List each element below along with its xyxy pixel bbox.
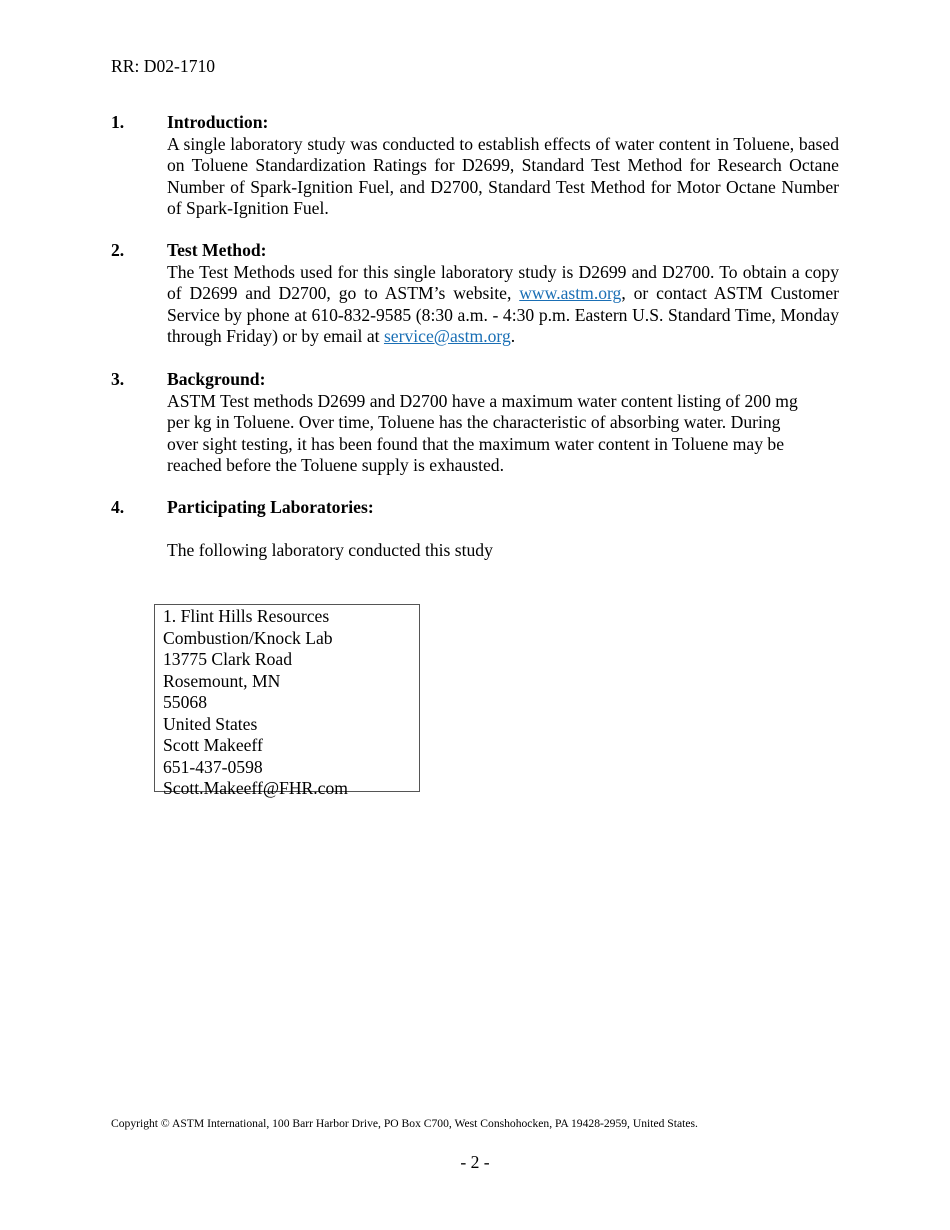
lab-city-state: Rosemount, MN: [163, 670, 281, 691]
lab-email: Scott.Makeeff@FHR.com: [163, 778, 348, 798]
section-number: 4.: [111, 497, 125, 517]
section-introduction: [111, 112, 839, 220]
section-number: 3.: [111, 369, 125, 389]
body-line: per kg in Toluene. Over time, Toluene has the characteristic of absorbing water. During: [167, 412, 781, 432]
body-text: , or contact ASTM Customer Service by phone at 610-832-9585 (8:30 a.m. - 4:30 p.m. Eastern U.S. Standard Time, Monday through Friday) or by email at: [167, 283, 839, 346]
lab-department: Combustion/Knock Lab: [163, 627, 333, 648]
section-number: 1.: [111, 112, 125, 132]
report-id: RR: D02-1710: [111, 56, 216, 76]
section-number: 2.: [111, 240, 125, 260]
lab-country: United States: [163, 713, 258, 734]
lab-zip: 55068: [163, 692, 207, 712]
section-title: Background:: [167, 369, 266, 389]
section-test-method: [111, 240, 839, 348]
laboratory-info-box: [154, 604, 420, 798]
section-participating-labs: [111, 497, 839, 561]
lab-name: 1. Flint Hills Resources: [163, 606, 330, 626]
astm-website-link[interactable]: www.astm.org: [519, 283, 622, 303]
section-title: Participating Laboratories:: [167, 497, 374, 517]
lab-street: 13775 Clark Road: [163, 649, 293, 669]
body-line: over sight testing, it has been found that the maximum water content in Toluene may be: [167, 433, 785, 454]
section-body: [167, 262, 839, 348]
lab-phone: 651-437-0598: [163, 756, 263, 777]
body-text: The Test Methods used for this single laboratory study is D2699 and D2700. To obtain a copy of D2699 and D2700, go to ASTM’s website,: [167, 261, 839, 303]
section-body: A single laboratory study was conducted to establish effects of water content in Toluene, based on Toluene Standardization Ratings for D2699, Standard Test Method for Research Octane Number of Spark-Ignition Fuel, and D2700, Standard Test Method for Motor Octane Number of Spark-Ignition Fuel.: [167, 133, 839, 218]
section-title: Test Method:: [167, 240, 267, 260]
page-number: - 2 -: [460, 1152, 490, 1172]
service-email-link[interactable]: service@astm.org: [383, 326, 511, 346]
body-line: reached before the Toluene supply is exhausted.: [167, 455, 505, 475]
section-title: Introduction:: [167, 112, 269, 132]
copyright-footer: Copyright © ASTM International, 100 Barr Harbor Drive, PO Box C700, West Conshohocken, PA 19428-2959, United States.: [111, 1117, 698, 1130]
section-background: [111, 369, 839, 477]
lab-contact-name: Scott Makeeff: [163, 735, 263, 755]
section-body: The following laboratory conducted this study: [167, 539, 493, 560]
body-line: ASTM Test methods D2699 and D2700 have a maximum water content listing of 200 mg: [167, 390, 798, 411]
body-text: .: [510, 326, 516, 346]
